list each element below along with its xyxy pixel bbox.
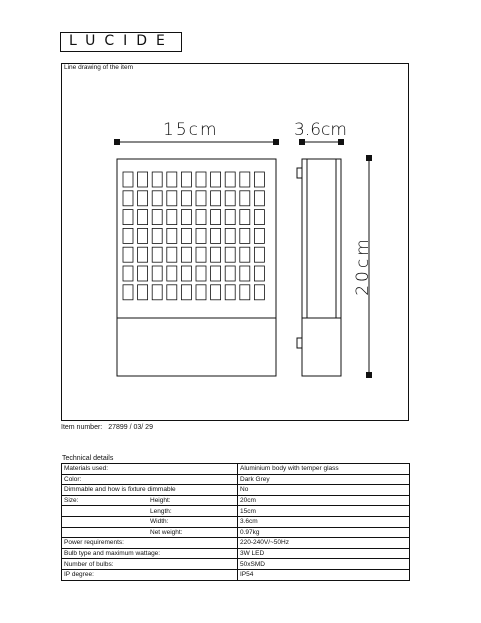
spec-value: IP54 — [238, 569, 410, 580]
led-cell — [152, 247, 162, 262]
spec-value: 20cm — [238, 495, 410, 506]
led-cell — [196, 191, 206, 206]
spec-label: Dimmable and how is fixture dimmable — [62, 485, 238, 496]
led-cell — [254, 247, 264, 262]
led-cell — [152, 285, 162, 300]
led-cell — [181, 285, 191, 300]
led-cell — [167, 285, 177, 300]
led-cell — [167, 172, 177, 187]
led-cell — [123, 228, 133, 243]
spec-value: 3.6cm — [238, 516, 410, 527]
led-cell — [138, 210, 148, 225]
led-cell — [152, 210, 162, 225]
table-row — [62, 506, 410, 517]
led-cell — [138, 285, 148, 300]
table-row — [62, 569, 410, 580]
led-cell — [196, 285, 206, 300]
led-cell — [181, 247, 191, 262]
dimension-marker — [273, 139, 279, 145]
led-cell — [240, 228, 250, 243]
led-cell — [196, 266, 206, 281]
led-cell — [123, 191, 133, 206]
drawing-caption: Line drawing of the item — [64, 64, 134, 71]
led-cell — [254, 191, 264, 206]
led-cell — [211, 191, 221, 206]
led-cell — [240, 266, 250, 281]
led-cell — [196, 172, 206, 187]
fixture-side-view — [302, 159, 341, 376]
led-cell — [211, 247, 221, 262]
item-number — [61, 424, 153, 431]
led-cell — [225, 247, 235, 262]
spec-label: Bulb type and maximum wattage: — [62, 548, 238, 559]
led-cell — [152, 266, 162, 281]
spec-sublabel: Net weight: — [150, 528, 183, 536]
led-cell — [138, 266, 148, 281]
led-cell — [138, 247, 148, 262]
spec-sublabel: Height: — [150, 497, 171, 505]
spec-value: 50xSMD — [238, 559, 410, 570]
table-row — [62, 474, 410, 485]
led-cell — [167, 210, 177, 225]
spec-value: 15cm — [238, 506, 410, 517]
led-cell — [240, 285, 250, 300]
table-row — [62, 527, 410, 538]
led-cell — [240, 247, 250, 262]
led-cell — [138, 191, 148, 206]
spec-value: Aluminium body with temper glass — [238, 464, 410, 475]
spec-sublabel: Length: — [150, 507, 172, 515]
led-cell — [167, 228, 177, 243]
led-cell — [123, 247, 133, 262]
led-cell — [225, 228, 235, 243]
led-cell — [211, 285, 221, 300]
led-cell — [181, 191, 191, 206]
spec-value: No — [238, 485, 410, 496]
led-grid — [123, 172, 264, 300]
led-cell — [152, 172, 162, 187]
spec-label: IP degree: — [62, 569, 238, 580]
led-cell — [225, 172, 235, 187]
spec-label: Number of bulbs: — [62, 559, 238, 570]
led-cell — [225, 210, 235, 225]
led-cell — [254, 172, 264, 187]
technical-details-title: Technical details — [62, 455, 114, 462]
table-row — [62, 464, 410, 475]
led-cell — [152, 228, 162, 243]
led-cell — [211, 228, 221, 243]
item-number-value: 27899 / 03/ 29 — [108, 424, 153, 431]
led-cell — [211, 266, 221, 281]
table-row — [62, 495, 410, 506]
led-cell — [211, 210, 221, 225]
led-cell — [225, 266, 235, 281]
table-row — [62, 538, 410, 549]
spec-label: Color: — [62, 474, 238, 485]
spec-label — [62, 506, 238, 517]
led-cell — [167, 266, 177, 281]
led-cell — [123, 285, 133, 300]
spec-group-label: Size: — [64, 497, 79, 505]
fixture-front-view — [117, 159, 276, 376]
table-row — [62, 548, 410, 559]
led-cell — [196, 228, 206, 243]
width-label: 15cm — [163, 120, 219, 140]
table-row — [62, 485, 410, 496]
technical-details-table — [61, 463, 410, 581]
led-cell — [123, 210, 133, 225]
dimension-marker — [366, 155, 372, 161]
led-cell — [225, 191, 235, 206]
spec-label: Power requirements: — [62, 538, 238, 549]
led-cell — [181, 228, 191, 243]
led-cell — [240, 191, 250, 206]
table-row — [62, 516, 410, 527]
led-cell — [138, 172, 148, 187]
led-cell — [196, 210, 206, 225]
led-cell — [254, 266, 264, 281]
spec-label — [62, 495, 238, 506]
depth-label: 3.6cm — [294, 120, 347, 140]
spec-value: Dark Grey — [238, 474, 410, 485]
led-cell — [240, 210, 250, 225]
led-cell — [196, 247, 206, 262]
led-cell — [211, 172, 221, 187]
item-number-label: Item number: — [61, 424, 103, 431]
spec-value: 220-240V/~50Hz — [238, 538, 410, 549]
led-cell — [138, 228, 148, 243]
led-cell — [152, 191, 162, 206]
led-cell — [254, 210, 264, 225]
led-cell — [123, 266, 133, 281]
spec-value: 0.97kg — [238, 527, 410, 538]
led-cell — [167, 247, 177, 262]
height-label: 20cm — [352, 236, 373, 296]
led-cell — [181, 266, 191, 281]
led-cell — [123, 172, 133, 187]
spec-value: 3W LED — [238, 548, 410, 559]
table-row — [62, 559, 410, 570]
dimension-marker — [114, 139, 120, 145]
led-cell — [225, 285, 235, 300]
led-cell — [254, 285, 264, 300]
spec-label — [62, 527, 238, 538]
dimension-marker — [366, 372, 372, 378]
led-cell — [167, 191, 177, 206]
spec-label — [62, 516, 238, 527]
spec-label: Materials used: — [62, 464, 238, 475]
brand-logo: LUCIDE — [60, 32, 182, 52]
led-cell — [254, 228, 264, 243]
led-cell — [181, 172, 191, 187]
spec-sublabel: Width: — [150, 518, 169, 526]
led-cell — [240, 172, 250, 187]
led-cell — [181, 210, 191, 225]
